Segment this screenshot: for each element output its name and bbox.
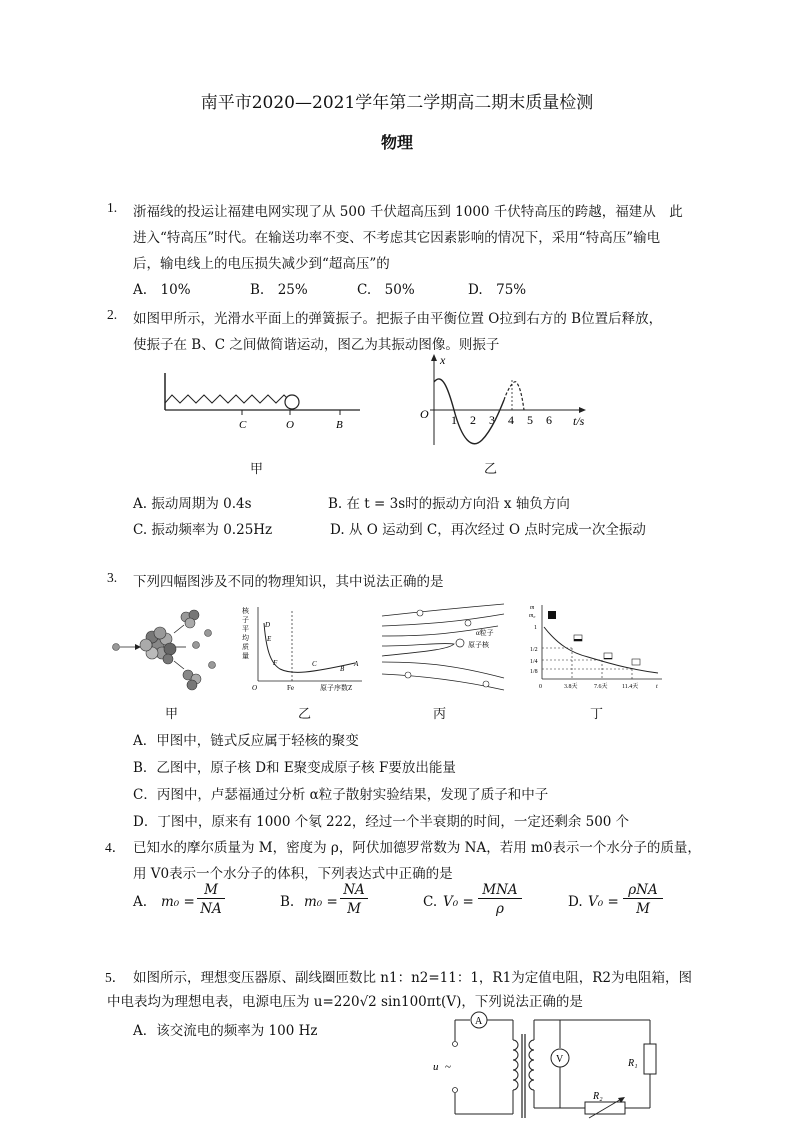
half-life-graph bbox=[528, 601, 666, 693]
origin-label: O bbox=[420, 407, 429, 421]
point-d: D bbox=[265, 621, 271, 629]
x-tick: 7.6天 bbox=[594, 684, 608, 690]
y-label-char: 量 bbox=[242, 652, 249, 660]
question-text-line: 中电表均为理想电表，电源电压为 u=220√2 sin100πt(V)，下列说法正确的是 bbox=[107, 994, 583, 1010]
y-tick: 1/8 bbox=[530, 669, 538, 675]
option-b: B. 25% bbox=[250, 282, 308, 298]
x-tick: 0 bbox=[539, 684, 542, 690]
point-f: F bbox=[273, 659, 278, 667]
source-label: u bbox=[433, 1061, 439, 1073]
option-a: A．该交流电的频率为 100 Hz bbox=[133, 1023, 318, 1039]
y-tick: 1 bbox=[534, 625, 537, 631]
point-e: E bbox=[267, 635, 272, 643]
alpha-scattering-figure bbox=[378, 600, 508, 692]
fe-label: Fe bbox=[287, 684, 294, 692]
point-c: C bbox=[312, 660, 317, 668]
question-text-line: 使振子在 B、C 之间做简谐运动，图乙为其振动图像。则振子 bbox=[133, 337, 500, 353]
question-number: 5． bbox=[105, 970, 126, 985]
resistor-box-r2 bbox=[585, 1102, 625, 1114]
option-a: A. 10% bbox=[133, 282, 191, 298]
r1-label: R₁ bbox=[628, 1058, 638, 1069]
sine-curve bbox=[434, 379, 504, 444]
option-c: C．丙图中，卢瑟福通过分析 α粒子散射实验结果，发现了质子和中子 bbox=[133, 787, 549, 803]
question-number: 1. bbox=[107, 200, 118, 215]
figure-caption: 乙 bbox=[298, 707, 312, 722]
question-text-line: 浙福线的投运让福建电网实现了从 500 千伏超高压到 1000 千伏特高压的跨越，福建从 此 bbox=[133, 204, 683, 220]
sine-curve-dashed bbox=[504, 382, 524, 410]
nucleus-label: 原子核 bbox=[468, 641, 489, 649]
question-text-line: 如图所示，理想变压器原、副线圈匝数比 n1：n2=11：1，R1为定值电阻，R2为电阻箱，图 bbox=[133, 970, 692, 986]
secondary-coil bbox=[529, 1040, 534, 1090]
label-c: C bbox=[239, 419, 247, 431]
figure-caption: 丙 bbox=[433, 707, 447, 722]
x-axis-label: x bbox=[440, 353, 446, 367]
point-a: A bbox=[354, 660, 359, 668]
spring bbox=[165, 395, 292, 403]
spring-oscillator-figure bbox=[160, 365, 370, 435]
point-b: B bbox=[340, 665, 345, 673]
tick-label: 4 bbox=[508, 413, 514, 427]
y-label-char: 子 bbox=[242, 616, 249, 624]
label-o: O bbox=[286, 419, 294, 431]
question-number: 2. bbox=[107, 307, 118, 322]
r2-label: R₂ bbox=[593, 1091, 603, 1102]
tick-label: 6 bbox=[546, 413, 552, 427]
figure-caption: 乙 bbox=[484, 462, 498, 477]
y-label-char: 均 bbox=[242, 634, 249, 642]
figure-caption: 甲 bbox=[250, 462, 264, 477]
option-d: D. 75% bbox=[468, 282, 527, 298]
vibration-graph bbox=[410, 350, 595, 450]
tick-label: 3 bbox=[489, 413, 495, 427]
y-label-bottom: m₀ bbox=[529, 613, 536, 619]
sample-full bbox=[548, 611, 556, 619]
option-a: A. 振动周期为 0.4s bbox=[133, 496, 252, 512]
question-text-line: 后，输电线上的电压损失减少到“超高压”的 bbox=[133, 256, 390, 272]
primary-coil bbox=[513, 1040, 518, 1090]
tick-label: 5 bbox=[527, 413, 533, 427]
figure-caption: 甲 bbox=[165, 707, 179, 722]
resistor-r1 bbox=[644, 1044, 656, 1074]
question-text-line: 如图甲所示，光滑水平面上的弹簧振子。把振子由平衡位置 O拉到右方的 B位置后释放， bbox=[133, 311, 663, 327]
tick-label: 1 bbox=[451, 413, 457, 427]
ac-symbol: ~ bbox=[445, 1061, 451, 1073]
y-label-top: m bbox=[530, 605, 535, 611]
decay-curve bbox=[544, 627, 658, 673]
y-label-char: 核 bbox=[242, 607, 249, 615]
origin-label: O bbox=[252, 684, 258, 692]
x-tick: 3.8天 bbox=[564, 684, 578, 690]
option-d: D．丁图中，原来有 1000 个氡 222，经过一个半衰期的时间，一定还剩余 500 个 bbox=[133, 814, 630, 830]
terminal bbox=[453, 1088, 458, 1093]
x-tick: 11.4天 bbox=[622, 684, 639, 690]
y-tick: 1/2 bbox=[530, 647, 538, 653]
question-text-line: 进入“特高压”时代。在输送功率不变、不考虑其它因素影响的情况下，采用“特高压”输电 bbox=[133, 230, 661, 246]
transformer-circuit bbox=[425, 1008, 665, 1120]
terminal bbox=[453, 1042, 458, 1047]
chain-reaction-figure bbox=[108, 605, 228, 695]
x-tick: t bbox=[656, 684, 658, 690]
question-number: 3. bbox=[107, 570, 118, 585]
oscillator-ball bbox=[285, 395, 299, 409]
question-text: 下列四幅图涉及不同的物理知识，其中说法正确的是 bbox=[133, 574, 444, 590]
x-axis-label: 原子序数Z bbox=[320, 684, 353, 692]
question-text-line: 已知水的摩尔质量为 M，密度为 ρ，阿伏加德罗常数为 NA，若用 m0表示一个水分子的质量， bbox=[133, 840, 701, 856]
option-d: D. 从 O 运动到 C，再次经过 O 点时完成一次全振动 bbox=[330, 522, 646, 538]
option-b: B．乙图中，原子核 D和 E聚变成原子核 F要放出能量 bbox=[133, 760, 456, 776]
question-number: 4． bbox=[105, 840, 126, 855]
subject-heading: 物理 bbox=[380, 133, 413, 152]
figure-caption: 丁 bbox=[590, 707, 604, 722]
y-label-char: 平 bbox=[242, 625, 249, 633]
y-label-char: 质 bbox=[242, 643, 249, 651]
nucleus-dot bbox=[456, 639, 464, 647]
uranium-nucleus bbox=[140, 627, 176, 664]
question-text-line: 用 V0表示一个水分子的体积，下列表达式中正确的是 bbox=[133, 866, 453, 882]
option-a: A．甲图中，链式反应属于轻核的聚变 bbox=[133, 733, 359, 749]
option-b: B. 在 t = 3s时的振动方向沿 x 轴负方向 bbox=[328, 496, 570, 512]
label-b: B bbox=[336, 419, 343, 431]
option-c: C. 振动频率为 0.25Hz bbox=[133, 522, 273, 538]
nuclear-mass-curve bbox=[240, 603, 365, 693]
y-tick: 1/4 bbox=[530, 659, 538, 665]
voltmeter-label: V bbox=[556, 1054, 564, 1065]
t-axis-label: t/s bbox=[573, 414, 585, 428]
tick-label: 2 bbox=[470, 413, 476, 427]
page-title: 南平市2020—2021学年第二学期高二期末质量检测 bbox=[200, 93, 594, 113]
ammeter-label: A bbox=[475, 1016, 483, 1027]
alpha-label: α粒子 bbox=[476, 629, 494, 637]
option-c: C. 50% bbox=[357, 282, 415, 298]
